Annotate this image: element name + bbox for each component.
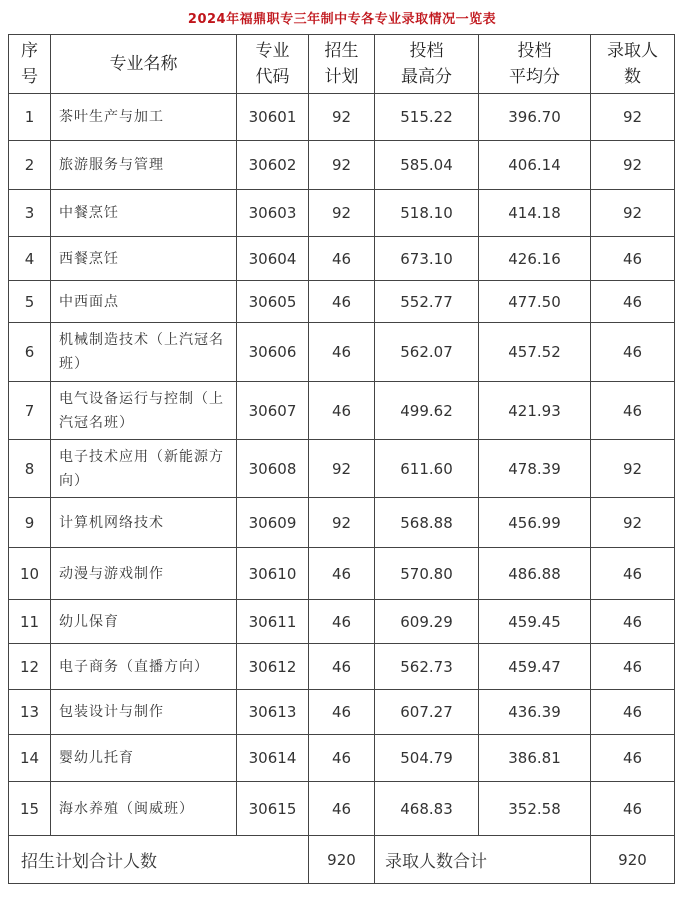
cell-seq: 4 bbox=[9, 237, 51, 281]
admit-total-label: 录取人数合计 bbox=[375, 836, 591, 884]
table-row bbox=[9, 141, 675, 190]
cell-avg-score: 386.81 bbox=[479, 735, 591, 782]
cell-seq: 12 bbox=[9, 644, 51, 690]
cell-avg-score: 421.93 bbox=[479, 382, 591, 440]
table-row bbox=[9, 190, 675, 237]
cell-code: 30608 bbox=[237, 440, 309, 498]
cell-max-score: 468.83 bbox=[375, 782, 479, 836]
cell-code: 30605 bbox=[237, 281, 309, 323]
cell-seq: 15 bbox=[9, 782, 51, 836]
header-plan: 招生 计划 bbox=[309, 35, 375, 94]
cell-name: 动漫与游戏制作 bbox=[51, 548, 237, 600]
cell-max-score: 562.07 bbox=[375, 323, 479, 382]
cell-plan: 46 bbox=[309, 690, 375, 735]
cell-max-score: 609.29 bbox=[375, 600, 479, 644]
table-row bbox=[9, 281, 675, 323]
cell-admitted: 92 bbox=[591, 498, 675, 548]
cell-admitted: 46 bbox=[591, 600, 675, 644]
cell-avg-score: 352.58 bbox=[479, 782, 591, 836]
cell-avg-score: 456.99 bbox=[479, 498, 591, 548]
cell-plan: 46 bbox=[309, 644, 375, 690]
cell-max-score: 611.60 bbox=[375, 440, 479, 498]
cell-admitted: 46 bbox=[591, 782, 675, 836]
table-row bbox=[9, 782, 675, 836]
cell-admitted: 46 bbox=[591, 735, 675, 782]
cell-seq: 8 bbox=[9, 440, 51, 498]
plan-total-label: 招生计划合计人数 bbox=[9, 836, 309, 884]
cell-admitted: 46 bbox=[591, 382, 675, 440]
cell-plan: 46 bbox=[309, 782, 375, 836]
cell-avg-score: 477.50 bbox=[479, 281, 591, 323]
header-seq: 序 号 bbox=[9, 35, 51, 94]
cell-max-score: 518.10 bbox=[375, 190, 479, 237]
cell-name: 幼儿保育 bbox=[51, 600, 237, 644]
cell-plan: 46 bbox=[309, 237, 375, 281]
cell-max-score: 673.10 bbox=[375, 237, 479, 281]
cell-seq: 13 bbox=[9, 690, 51, 735]
cell-code: 30602 bbox=[237, 141, 309, 190]
cell-plan: 92 bbox=[309, 94, 375, 141]
header-name: 专业名称 bbox=[51, 35, 237, 94]
cell-admitted: 92 bbox=[591, 190, 675, 237]
cell-name: 计算机网络技术 bbox=[51, 498, 237, 548]
cell-max-score: 562.73 bbox=[375, 644, 479, 690]
cell-name: 中西面点 bbox=[51, 281, 237, 323]
table-row bbox=[9, 440, 675, 498]
table-row bbox=[9, 735, 675, 782]
cell-seq: 6 bbox=[9, 323, 51, 382]
cell-avg-score: 459.45 bbox=[479, 600, 591, 644]
cell-name: 海水养殖（闽威班） bbox=[51, 782, 237, 836]
cell-plan: 92 bbox=[309, 190, 375, 237]
cell-max-score: 568.88 bbox=[375, 498, 479, 548]
header-avg: 投档 平均分 bbox=[479, 35, 591, 94]
cell-plan: 46 bbox=[309, 323, 375, 382]
cell-max-score: 504.79 bbox=[375, 735, 479, 782]
cell-seq: 14 bbox=[9, 735, 51, 782]
cell-admitted: 92 bbox=[591, 440, 675, 498]
cell-avg-score: 414.18 bbox=[479, 190, 591, 237]
cell-plan: 46 bbox=[309, 735, 375, 782]
table-title: 2024年福鼎职专三年制中专各专业录取情况一览表 bbox=[187, 12, 497, 27]
cell-code: 30603 bbox=[237, 190, 309, 237]
cell-code: 30606 bbox=[237, 323, 309, 382]
admission-table bbox=[8, 34, 675, 884]
header-code: 专业 代码 bbox=[237, 35, 309, 94]
cell-seq: 11 bbox=[9, 600, 51, 644]
table-row bbox=[9, 548, 675, 600]
cell-max-score: 499.62 bbox=[375, 382, 479, 440]
admit-total-value: 920 bbox=[591, 836, 675, 884]
table-row bbox=[9, 498, 675, 548]
cell-avg-score: 406.14 bbox=[479, 141, 591, 190]
cell-plan: 46 bbox=[309, 600, 375, 644]
cell-name: 电气设备运行与控制（上汽冠名班） bbox=[51, 382, 237, 440]
cell-code: 30612 bbox=[237, 644, 309, 690]
cell-plan: 46 bbox=[309, 281, 375, 323]
cell-plan: 46 bbox=[309, 548, 375, 600]
cell-avg-score: 459.47 bbox=[479, 644, 591, 690]
cell-name: 茶叶生产与加工 bbox=[51, 94, 237, 141]
cell-seq: 10 bbox=[9, 548, 51, 600]
cell-code: 30607 bbox=[237, 382, 309, 440]
cell-plan: 92 bbox=[309, 440, 375, 498]
cell-name: 婴幼儿托育 bbox=[51, 735, 237, 782]
cell-admitted: 46 bbox=[591, 237, 675, 281]
cell-max-score: 515.22 bbox=[375, 94, 479, 141]
cell-admitted: 46 bbox=[591, 690, 675, 735]
cell-plan: 46 bbox=[309, 382, 375, 440]
cell-seq: 3 bbox=[9, 190, 51, 237]
cell-code: 30611 bbox=[237, 600, 309, 644]
cell-name: 西餐烹饪 bbox=[51, 237, 237, 281]
cell-avg-score: 426.16 bbox=[479, 237, 591, 281]
cell-admitted: 46 bbox=[591, 281, 675, 323]
cell-seq: 1 bbox=[9, 94, 51, 141]
totals-row bbox=[9, 836, 675, 884]
cell-code: 30615 bbox=[237, 782, 309, 836]
cell-name: 包装设计与制作 bbox=[51, 690, 237, 735]
cell-avg-score: 457.52 bbox=[479, 323, 591, 382]
table-row bbox=[9, 690, 675, 735]
header-admit: 录取人 数 bbox=[591, 35, 675, 94]
cell-avg-score: 478.39 bbox=[479, 440, 591, 498]
cell-admitted: 46 bbox=[591, 644, 675, 690]
cell-avg-score: 486.88 bbox=[479, 548, 591, 600]
cell-max-score: 607.27 bbox=[375, 690, 479, 735]
cell-seq: 7 bbox=[9, 382, 51, 440]
cell-max-score: 585.04 bbox=[375, 141, 479, 190]
cell-seq: 5 bbox=[9, 281, 51, 323]
cell-admitted: 46 bbox=[591, 323, 675, 382]
cell-admitted: 46 bbox=[591, 548, 675, 600]
plan-total-value: 920 bbox=[309, 836, 375, 884]
cell-name: 电子技术应用（新能源方向） bbox=[51, 440, 237, 498]
cell-name: 中餐烹饪 bbox=[51, 190, 237, 237]
cell-code: 30610 bbox=[237, 548, 309, 600]
cell-max-score: 570.80 bbox=[375, 548, 479, 600]
cell-max-score: 552.77 bbox=[375, 281, 479, 323]
table-row bbox=[9, 237, 675, 281]
cell-name: 机械制造技术（上汽冠名班） bbox=[51, 323, 237, 382]
cell-name: 电子商务（直播方向） bbox=[51, 644, 237, 690]
cell-seq: 9 bbox=[9, 498, 51, 548]
header-row bbox=[9, 35, 675, 94]
table-row bbox=[9, 644, 675, 690]
cell-name: 旅游服务与管理 bbox=[51, 141, 237, 190]
cell-code: 30614 bbox=[237, 735, 309, 782]
cell-seq: 2 bbox=[9, 141, 51, 190]
table-row bbox=[9, 323, 675, 382]
table-row bbox=[9, 382, 675, 440]
cell-code: 30613 bbox=[237, 690, 309, 735]
table-row bbox=[9, 600, 675, 644]
cell-plan: 92 bbox=[309, 141, 375, 190]
cell-avg-score: 436.39 bbox=[479, 690, 591, 735]
cell-code: 30604 bbox=[237, 237, 309, 281]
table-row bbox=[9, 94, 675, 141]
cell-admitted: 92 bbox=[591, 141, 675, 190]
cell-avg-score: 396.70 bbox=[479, 94, 591, 141]
cell-plan: 92 bbox=[309, 498, 375, 548]
cell-code: 30601 bbox=[237, 94, 309, 141]
cell-admitted: 92 bbox=[591, 94, 675, 141]
header-max: 投档 最高分 bbox=[375, 35, 479, 94]
cell-code: 30609 bbox=[237, 498, 309, 548]
